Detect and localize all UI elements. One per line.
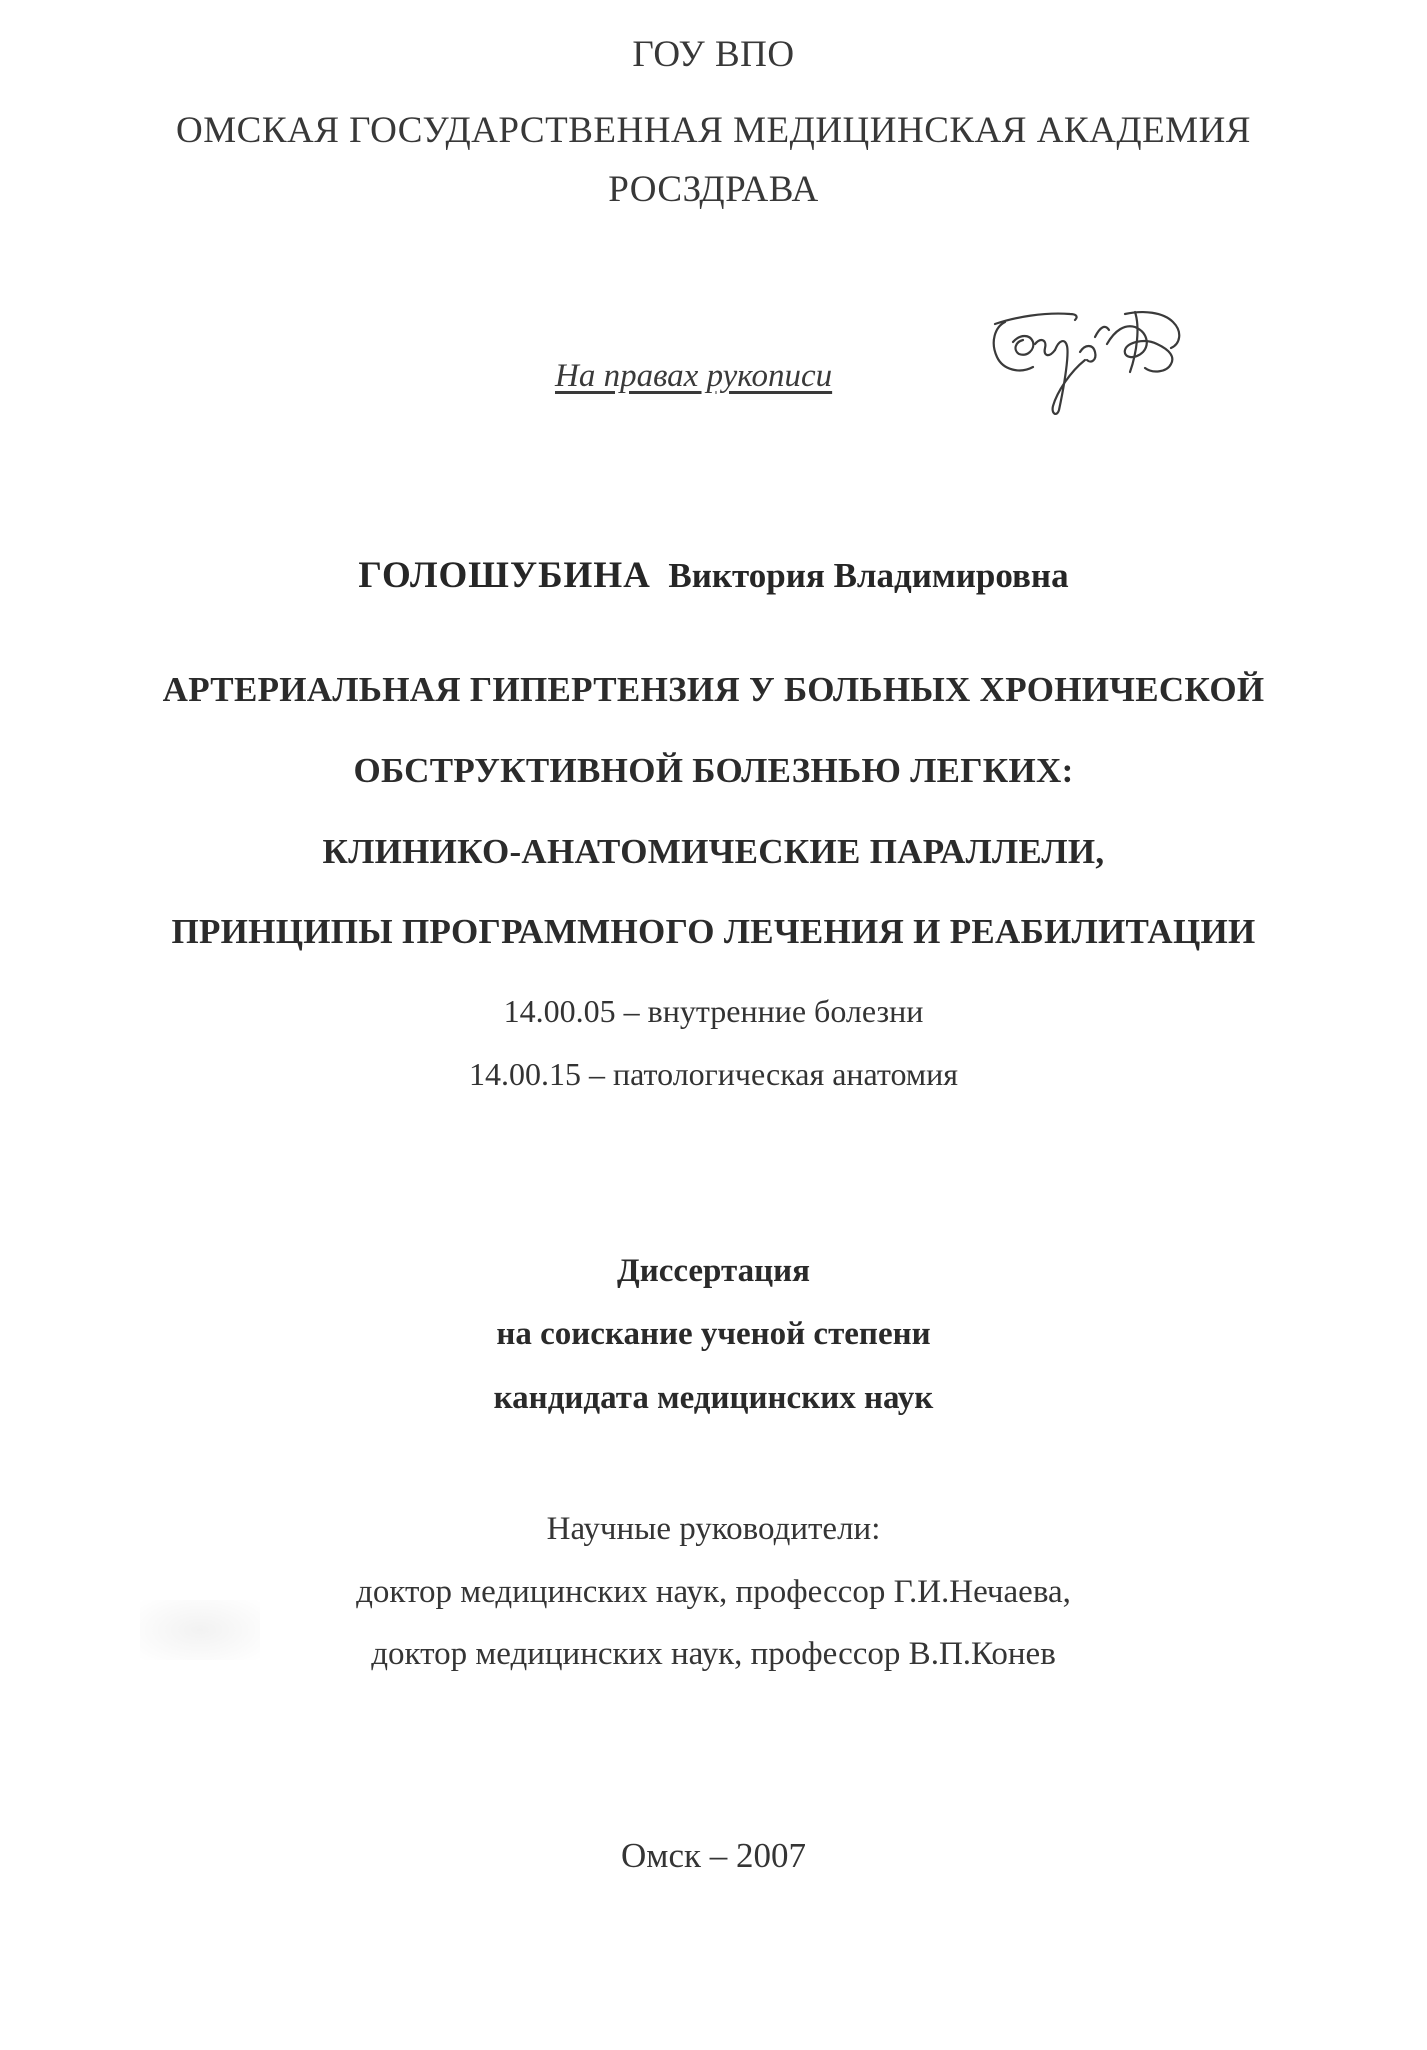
supervisor-1: доктор медицинских наук, профессор Г.И.Нечаева, — [356, 1574, 1071, 1610]
supervisors-heading: Научные руководители: — [546, 1511, 881, 1547]
org-line-3: РОСЗДРАВА — [608, 169, 819, 210]
scan-smudge — [140, 1600, 260, 1660]
thesis-title-line-2: ОБСТРУКТИВНОЙ БОЛЕЗНЬЮ ЛЕГКИХ: — [353, 751, 1074, 790]
degree-line-2: на соискание ученой степени — [496, 1316, 931, 1352]
author-surname: ГОЛОШУБИНА — [358, 555, 651, 596]
thesis-title-line-1: АРТЕРИАЛЬНАЯ ГИПЕРТЕНЗИЯ У БОЛЬНЫХ ХРОНИЧЕСКОЙ — [162, 670, 1265, 709]
degree-line-3: кандидата медицинских наук — [493, 1380, 934, 1416]
org-line-2: ОМСКАЯ ГОСУДАРСТВЕННАЯ МЕДИЦИНСКАЯ АКАДЕМИЯ — [176, 110, 1251, 151]
rights-note: На правах рукописи — [555, 358, 833, 394]
supervisor-2: доктор медицинских наук, профессор В.П.Конев — [371, 1636, 1056, 1672]
specialty-2: 14.00.15 – патологическая анатомия — [469, 1056, 958, 1092]
thesis-title-line-3: КЛИНИКО-АНАТОМИЧЕСКИЕ ПАРАЛЛЕЛИ, — [322, 832, 1105, 871]
specialty-1: 14.00.05 – внутренние болезни — [503, 993, 924, 1029]
org-line-1: ГОУ ВПО — [632, 34, 795, 75]
handwritten-signature-icon — [975, 282, 1215, 422]
thesis-title-line-4: ПРИНЦИПЫ ПРОГРАММНОГО ЛЕЧЕНИЯ И РЕАБИЛИТАЦИИ — [171, 912, 1256, 951]
degree-line-1: Диссертация — [617, 1253, 810, 1289]
author-name — [0, 557, 1427, 594]
author-given-names: Виктория Владимировна — [668, 556, 1069, 595]
place-year: Омск – 2007 — [621, 1836, 806, 1875]
